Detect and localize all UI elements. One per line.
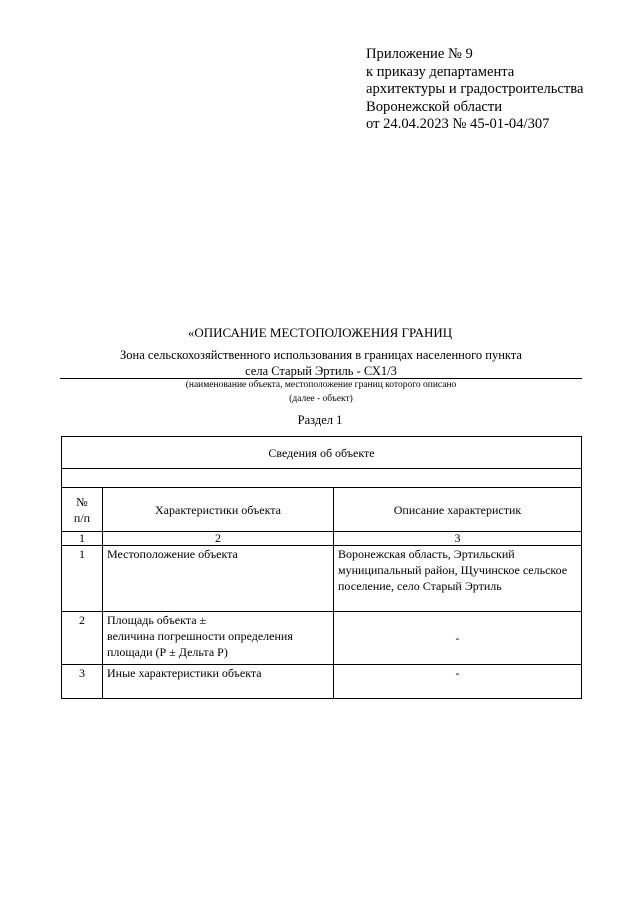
column-number: 2 (103, 532, 334, 546)
row-description: - (334, 612, 582, 665)
column-number: 1 (62, 532, 103, 546)
object-name-underline (60, 378, 582, 379)
row-number: 2 (62, 612, 103, 665)
appendix-line: к приказу департамента (366, 63, 515, 80)
table-row (62, 665, 582, 699)
table-header-row (62, 437, 582, 469)
appendix-line: от 24.04.2023 № 45-01-04/307 (366, 116, 550, 132)
row-description: - (334, 665, 582, 699)
object-info-table (61, 436, 582, 699)
column-header-number: № п/п (62, 488, 103, 532)
object-caption-line-1: (наименование объекта, местоположение границ которого описано (185, 380, 457, 390)
table-row (62, 546, 582, 612)
row-characteristic: Площадь объекта ± величина погрешности определения площади (Р ± Дельта Р) (103, 612, 334, 665)
object-caption-line-2: (далее - объект) (289, 394, 353, 404)
table-column-header-row (62, 488, 582, 532)
row-number: 1 (62, 546, 103, 612)
object-name-line-2: села Старый Эртиль - СХ1/3 (245, 364, 397, 378)
appendix-line: Приложение № 9 (366, 46, 473, 62)
object-name-line-1: Зона сельскохозяйственного использования в границах населенного пункта (120, 348, 522, 362)
row-number: 3 (62, 665, 103, 699)
appendix-block (366, 46, 583, 134)
row-characteristic: Местоположение объекта (103, 546, 334, 612)
table-spacer-cell (62, 469, 582, 488)
appendix-line: архитектуры и градостроительства (366, 81, 584, 97)
object-name (60, 347, 582, 379)
table-row (62, 612, 582, 665)
table-column-number-row (62, 532, 582, 546)
column-number: 3 (334, 532, 582, 546)
table-spacer-row (62, 469, 582, 488)
section-title: Раздел 1 (297, 413, 343, 427)
row-description: Воронежская область, Эртильский муниципальный район, Щучинское сельское поселение, село Старый Эртиль (334, 546, 582, 612)
table-header: Сведения об объекте (62, 437, 582, 469)
row-characteristic: Иные характеристики объекта (103, 665, 334, 699)
document-title: «ОПИСАНИЕ МЕСТОПОЛОЖЕНИЯ ГРАНИЦ (187, 325, 453, 340)
column-header-characteristic: Характеристики объекта (103, 488, 334, 532)
appendix-line: Воронежской области (366, 98, 503, 115)
column-header-description: Описание характеристик (334, 488, 582, 532)
